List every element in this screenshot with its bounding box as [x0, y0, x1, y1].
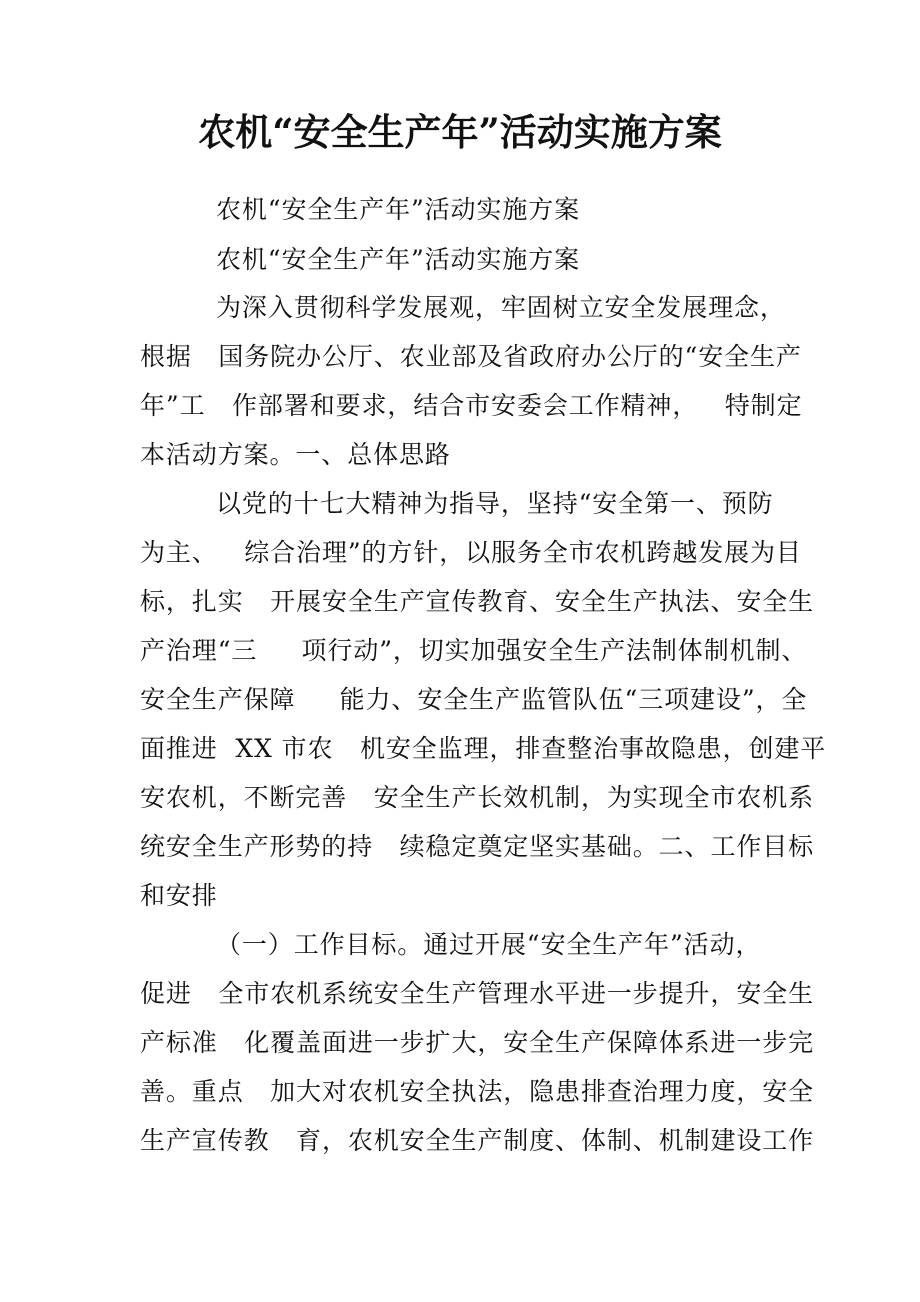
paragraph-line: （一）工作目标。通过开展“安全生产年”活动， [216, 930, 762, 959]
paragraph-line: 和安排 [140, 881, 218, 910]
paragraph-line: 统安全生产形势的持 续稳定奠定坚实基础。二、工作目标 [140, 832, 815, 861]
paragraph-line: 本活动方案。一、总体思路 [140, 440, 451, 469]
paragraph-line: 以党的十七大精神为指导，坚持“安全第一、预防 [216, 489, 774, 518]
paragraph-line: 为深入贯彻科学发展观，牢固树立安全发展理念， [216, 293, 786, 322]
paragraph-line: 产治理“三 项行动”，切实加强安全生产法制体制机制、 [140, 636, 808, 665]
paragraph-line: 面推进 XX 市农 机安全监理，排查整治事故隐患，创建平 [140, 734, 827, 763]
paragraph-line: 产标准 化覆盖面进一步扩大，安全生产保障体系进一步完 [140, 1028, 815, 1057]
paragraph-line: 安农机，不断完善 安全生产长效机制，为实现全市农机系 [140, 783, 815, 812]
paragraph-line: 标，扎实 开展安全生产宣传教育、安全生产执法、安全生 [140, 587, 815, 616]
paragraph-line: 安全生产保障 能力、安全生产监管队伍“三项建设”，全 [140, 685, 808, 714]
subtitle-line: 农机“安全生产年”活动实施方案 [216, 195, 581, 224]
paragraph-line: 根据 国务院办公厅、农业部及省政府办公厅的“安全生产 [140, 342, 802, 371]
paragraph-line: 为主、 综合治理”的方针，以服务全市农机跨越发展为目 [140, 538, 802, 567]
paragraph-line: 年”工 作部署和要求，结合市安委会工作精神， 特制定 [140, 391, 803, 420]
paragraph-line: 促进 全市农机系统安全生产管理水平进一步提升，安全生 [140, 979, 815, 1008]
document-title: 农机“安全生产年”活动实施方案 [198, 110, 722, 154]
subtitle-line: 农机“安全生产年”活动实施方案 [216, 245, 581, 274]
paragraph-line: 生产宣传教 育，农机安全生产制度、体制、机制建设工作 [140, 1126, 815, 1155]
paragraph-line: 善。重点 加大对农机安全执法，隐患排查治理力度，安全 [140, 1077, 815, 1106]
